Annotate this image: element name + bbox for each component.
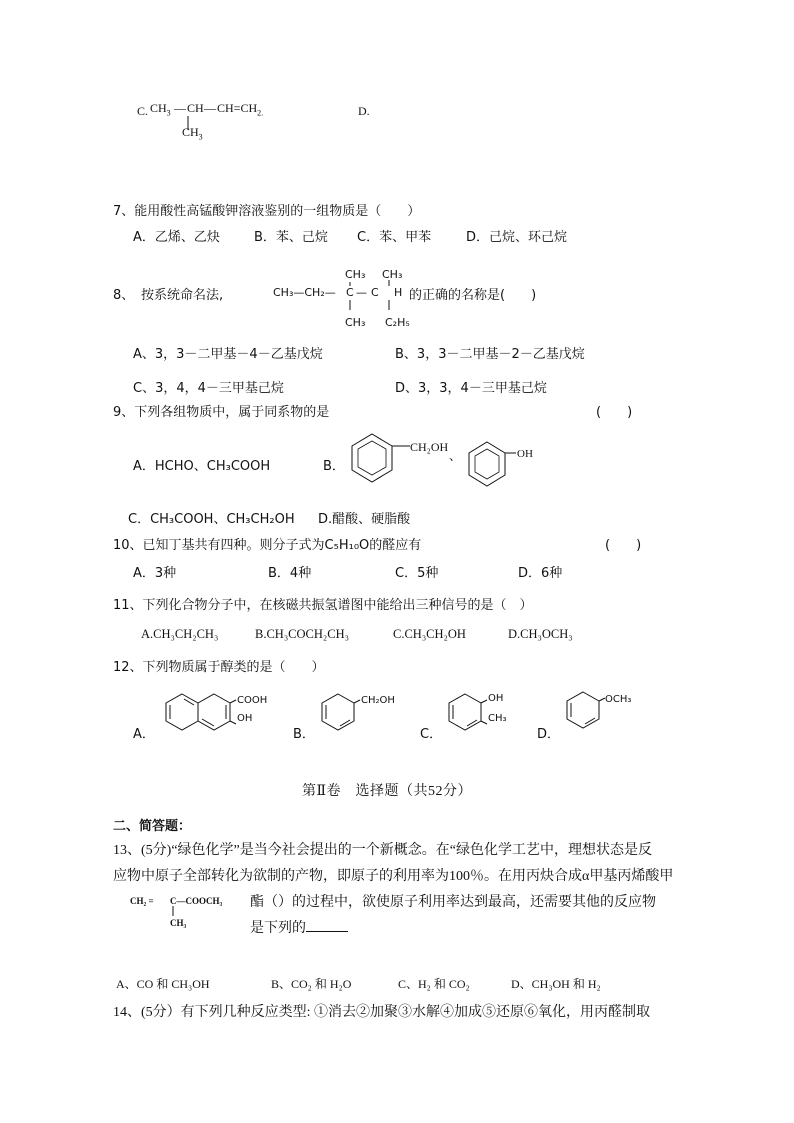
q8-option-b: B、3，3－二甲基－2－乙基戊烷 [395,347,585,362]
q13-formula-ch2: CH₂ = [130,896,154,906]
q11-option-d: D.CH₃OCH₃ [508,627,573,641]
q12-d-och3: OCH₃ [605,694,632,705]
q14-line1: 14、(5分）有下列几种反应类型: ①消去②加聚③水解④加成⑤还原⑥氧化，用丙醛制取 [113,1005,651,1020]
q9-option-b-label: B． [323,459,345,474]
q13-formula-c: C—COOCH₃ [170,896,223,906]
q8-carbon-1: C [346,286,354,299]
q8-bonds [346,280,406,320]
q8-bond: — [356,286,367,299]
q8-option-a: A、3，3－二甲基－4－乙基戊烷 [133,347,323,362]
q13-formula-ch3: CH₃ [170,918,187,928]
q11-option-b: B.CH₃COCH₂CH₃ [255,627,349,641]
q13-option-d: D、CH₃OH 和 H₂ [511,977,601,991]
q13-option-b: B、CO₂ 和 H₂O [271,977,352,991]
q6-c-label: C. [137,104,149,118]
q12-a-oh: OH [237,713,253,724]
q7-option-c: C．苯、甲苯 [357,230,432,245]
q8-option-d: D、3，3，4－三甲基己烷 [395,381,547,396]
q8-top-ch3-1: CH₃ [345,268,366,281]
q7-option-d: D．己烷、环己烷 [466,230,568,245]
q12-option-a-label: A． [133,727,155,742]
q8-top-ch3-2: CH₃ [382,268,403,281]
q7-stem: 7、能用酸性高锰酸钾溶液鉴别的一组物质是（ ） [113,204,421,219]
q7-option-a: A．乙烯、乙炔 [133,230,220,245]
q13-option-a: A、CO 和 CH₃OH [116,977,210,991]
q9-stem: 9、下列各组物质中，属于同系物的是 [113,405,330,420]
q8-hydrogen: H [394,286,403,299]
q10-answer-paren: ( ) [605,538,642,553]
q8-option-c: C、3，4，4－三甲基己烷 [133,381,284,396]
q6-c-formula-vinyl: $CH=CH_{2.}$ [217,101,264,118]
q10-stem: 10、已知丁基共有四种。则分子式为C₅H₁₀O的醛应有 [113,538,422,553]
q8-main-chain: CH₃—CH₂— [273,286,336,299]
q8-carbon-2: C [371,286,379,299]
q12-option-c-label: C． [420,727,443,742]
q9-option-d: D.醋酸、硬脂酸 [318,512,411,527]
section2-subtitle: 二、简答题： [113,819,192,834]
q9-b-oh: OH [517,448,533,460]
q6-c-formula-ch3: $CH_3$ [150,101,171,118]
q6-option-d: D. [358,104,370,118]
q9-b-ch2oh: CH₂OH [410,440,449,454]
q9-option-a: A．HCHO、CH₃COOH [133,459,271,474]
q11-stem: 11、下列化合物分子中，在核磁共振氢谱图中能给出三种信号的是（ ） [113,598,533,613]
q12-option-d-label: D． [537,727,561,742]
q6-c-bond1: — [174,101,186,115]
q13-option-c: C、H₂ 和 CO₂ [398,977,470,991]
q13-line3: 酯（）的过程中，欲使原子利用率达到最高，还需要其他的反应物 [250,895,656,910]
q8-number: 8、 [113,288,135,303]
q12-b-ch2oh: CH₂OH [361,695,395,706]
q8-bottom-ch3: CH₃ [345,316,366,329]
q10-option-d: D．6种 [518,566,563,581]
q12-a-cooh: COOH [237,695,268,706]
q12-option-b-label: B． [293,727,315,742]
section2-title: 第Ⅱ卷 选择题（共52分） [302,784,473,799]
q13-line1: 13、(5分)“绿色化学”是当今社会提出的一个新概念。在“绿色化学工艺中，理想状态是反 [113,843,652,858]
q8-stem-prefix: 按系统命名法, [141,288,224,303]
q9-option-b-structures [342,428,512,498]
q8-stem-suffix: 的正确的名称是( ) [409,288,537,303]
q6-c-branch-ch3: $CH_3$ [182,125,203,142]
q8-bottom-c2h5: C₂H₅ [385,316,410,329]
q11-option-c: C.CH₃CH₂OH [393,627,466,641]
q7-option-b: B．苯、己烷 [254,230,328,245]
q9-option-c: C．CH₃COOH、CH₃CH₂OH [128,512,295,527]
q10-option-a: A．3种 [133,566,177,581]
q9-b-separator: 、 [449,449,462,463]
q10-option-c: C．5种 [395,566,439,581]
q12-c-oh: OH [488,693,504,704]
q12-c-ch3: CH₃ [488,713,507,724]
q13-answer-blank [306,919,348,932]
q10-option-b: B．4种 [268,566,312,581]
q11-option-a: A.CH₃CH₂CH₃ [141,627,219,641]
q13-line2: 应物中原子全部转化为欲制的产物，即原子的利用率为100％。在用丙炔合成α甲基丙烯酸甲 [113,869,674,884]
q6-c-formula-ch: CH [187,101,204,115]
q9-answer-paren: ( ) [596,405,633,420]
q6-c-bond2: — [204,101,216,115]
q13-line4: 是下列的 [250,917,348,937]
q12-stem: 12、下列物质属于醇类的是（ ） [113,660,325,675]
